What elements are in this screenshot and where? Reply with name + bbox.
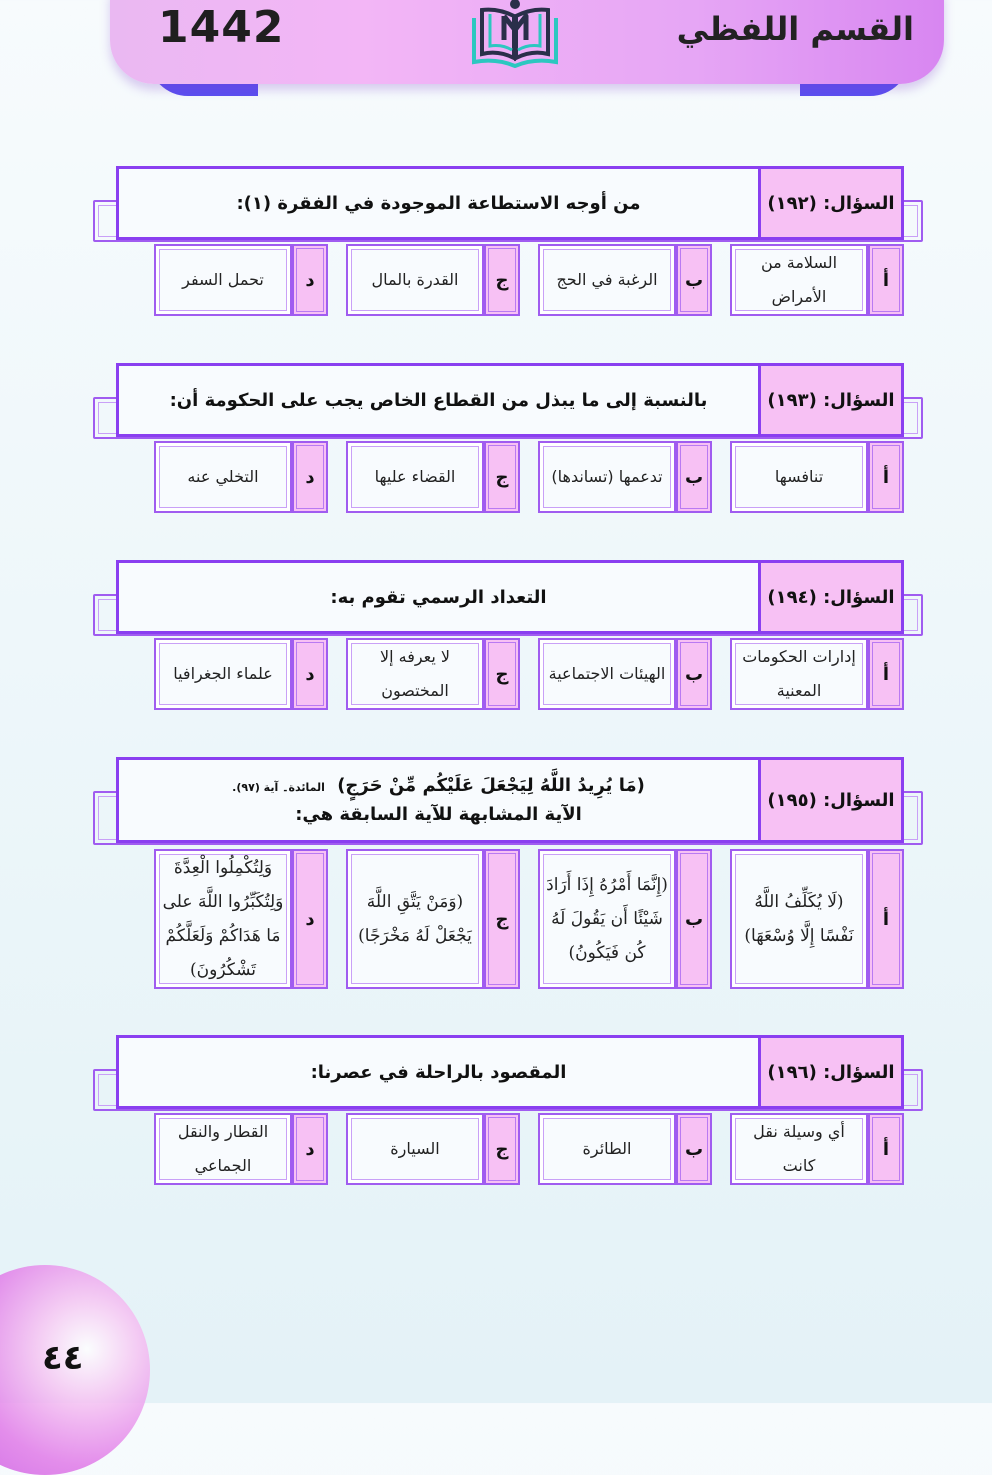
option-letter: ج (484, 849, 520, 989)
options-row (116, 1113, 904, 1185)
question-block-193 (93, 363, 923, 515)
option-text: السيارة (346, 1113, 484, 1185)
option-letter: د (292, 441, 328, 513)
option-letter: د (292, 244, 328, 316)
question-prompt: الآية المشابهة للآية السابقة هي: (295, 804, 582, 825)
option-text: التخلي عنه (154, 441, 292, 513)
option-letter: ب (676, 849, 712, 989)
question-text (119, 760, 758, 840)
option-text: (وَمَنْ يَتَّقِ اللَّهَ يَجْعَلْ لَهُ مَخْرَجًا) (346, 849, 484, 989)
option-c[interactable] (346, 849, 520, 989)
option-a[interactable] (730, 849, 904, 989)
option-text: السلامة من الأمراض (730, 244, 868, 316)
option-b[interactable] (538, 849, 712, 989)
question-number: السؤال: (١٩٣) (758, 366, 901, 434)
option-letter: ب (676, 638, 712, 710)
question-text: التعداد الرسمي تقوم به: (330, 586, 547, 608)
question-text: بالنسبة إلى ما يبذل من القطاع الخاص يجب على الحكومة أن: (169, 389, 708, 411)
question-header (116, 1035, 904, 1109)
book-m-logo-icon (468, 0, 562, 68)
question-header (116, 757, 904, 843)
option-text: الرغبة في الحج (538, 244, 676, 316)
option-a[interactable] (730, 1113, 904, 1185)
option-letter: ج (484, 441, 520, 513)
option-c[interactable] (346, 1113, 520, 1185)
option-d[interactable] (154, 1113, 328, 1185)
option-b[interactable] (538, 441, 712, 513)
option-text: (لَا يُكَلِّفُ اللَّهُ نَفْسًا إِلَّا وُسْعَهَا) (730, 849, 868, 989)
option-text: إدارات الحكومات المعنية (730, 638, 868, 710)
question-number: السؤال: (١٩٤) (758, 563, 901, 631)
section-title: القسم اللفظي (676, 10, 914, 48)
year-label: 1442 (158, 2, 285, 53)
option-d[interactable] (154, 638, 328, 710)
option-letter: ج (484, 244, 520, 316)
option-text: الطائرة (538, 1113, 676, 1185)
verse-line (232, 775, 645, 796)
question-number: السؤال: (١٩٥) (758, 760, 901, 840)
option-text: القدرة بالمال (346, 244, 484, 316)
option-text: (إِنَّمَا أَمْرُهُ إِذَا أَرَادَ شَيْئًا أَن يَقُولَ لَهُ كُن فَيَكُونُ) (538, 849, 676, 989)
question-text: من أوجه الاستطاعة الموجودة في الفقرة (١): (236, 192, 641, 214)
options-row (116, 849, 904, 989)
option-a[interactable] (730, 638, 904, 710)
option-d[interactable] (154, 244, 328, 316)
question-text: المقصود بالراحلة في عصرنا: (310, 1061, 567, 1083)
page-number: ٤٤ (42, 1338, 84, 1378)
option-letter: د (292, 849, 328, 989)
question-header (116, 166, 904, 240)
option-letter: د (292, 1113, 328, 1185)
option-text: تدعمها (تساندها) (538, 441, 676, 513)
option-letter: أ (868, 638, 904, 710)
option-text: علماء الجغرافيا (154, 638, 292, 710)
option-b[interactable] (538, 244, 712, 316)
verse-text: (مَا يُرِيدُ اللَّهُ لِيَجْعَلَ عَلَيْكُم مِّنْ حَرَجٍ) (337, 775, 645, 796)
option-c[interactable] (346, 244, 520, 316)
option-letter: أ (868, 244, 904, 316)
option-d[interactable] (154, 441, 328, 513)
question-block-196 (93, 1035, 923, 1187)
options-row (116, 638, 904, 710)
options-row (116, 244, 904, 316)
option-letter: د (292, 638, 328, 710)
option-a[interactable] (730, 441, 904, 513)
option-b[interactable] (538, 638, 712, 710)
option-text: تحمل السفر (154, 244, 292, 316)
page-header (110, 0, 944, 84)
option-d[interactable] (154, 849, 328, 989)
option-letter: أ (868, 441, 904, 513)
question-block-194 (93, 560, 923, 712)
option-b[interactable] (538, 1113, 712, 1185)
question-header (116, 560, 904, 634)
option-letter: ج (484, 1113, 520, 1185)
option-letter: أ (868, 849, 904, 989)
option-letter: ب (676, 244, 712, 316)
options-row (116, 441, 904, 513)
question-header (116, 363, 904, 437)
option-text: وَلِتُكْمِلُوا الْعِدَّةَ وَلِتُكَبِّرُوا اللَّهَ على مَا هَدَاكُمْ وَلَعَلَّكُمْ تَشْكُرُونَ) (154, 849, 292, 989)
option-text: القطار والنقل الجماعي (154, 1113, 292, 1185)
option-letter: ب (676, 441, 712, 513)
option-text: تنافسها (730, 441, 868, 513)
option-c[interactable] (346, 638, 520, 710)
verse-reference: المائدة۔ آية (٩٧). (232, 781, 325, 794)
option-letter: ج (484, 638, 520, 710)
question-block-192 (93, 166, 923, 318)
question-number: السؤال: (١٩٦) (758, 1038, 901, 1106)
question-block-195 (93, 757, 923, 989)
option-a[interactable] (730, 244, 904, 316)
option-letter: أ (868, 1113, 904, 1185)
option-text: لا يعرفه إلا المختصون (346, 638, 484, 710)
option-text: أي وسيلة نقل كانت (730, 1113, 868, 1185)
option-c[interactable] (346, 441, 520, 513)
option-text: الهيئات الاجتماعية (538, 638, 676, 710)
option-text: القضاء عليها (346, 441, 484, 513)
option-letter: ب (676, 1113, 712, 1185)
question-number: السؤال: (١٩٢) (758, 169, 901, 237)
